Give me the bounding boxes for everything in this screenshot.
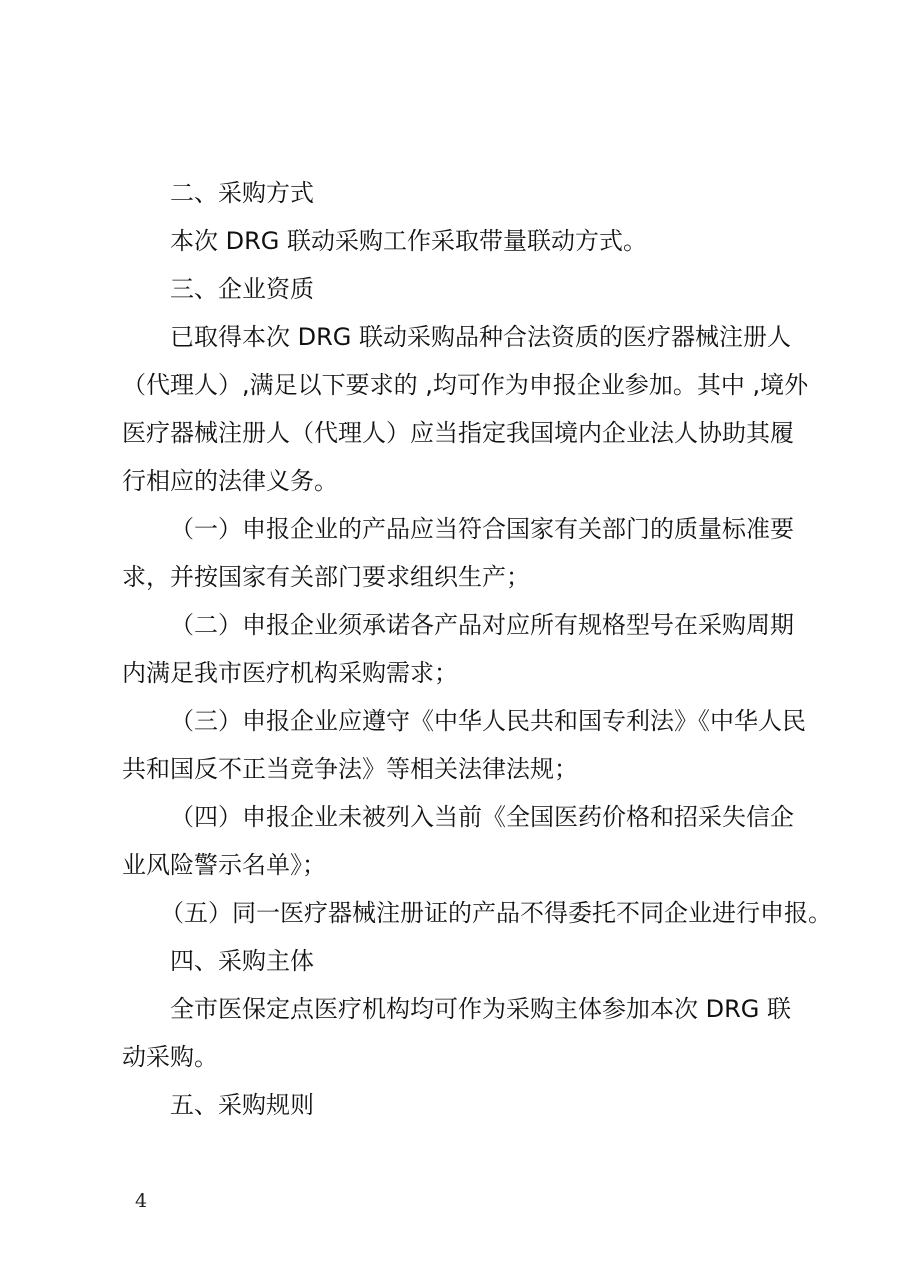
- paragraph-line: 已取得本次 DRG 联动采购品种合法资质的医疗器械注册人: [170, 323, 792, 351]
- heading-procurement-subject: 四、采购主体: [170, 947, 314, 975]
- paragraph-line: （代理人）,满足以下要求的 ,均可作为申报企业参加。其中 ,境外: [122, 371, 809, 399]
- list-item-3: （三）申报企业应遵守《中华人民共和国专利法》《中华人民: [170, 707, 806, 735]
- list-item-4: （四）申报企业未被列入当前《全国医药价格和招采失信企: [170, 803, 794, 831]
- paragraph-line: 本次 DRG 联动采购工作采取带量联动方式。: [170, 227, 648, 255]
- heading-procurement-method: 二、采购方式: [170, 179, 314, 207]
- list-item-5: （五）同一医疗器械注册证的产品不得委托不同企业进行申报。: [160, 899, 832, 927]
- heading-enterprise-qualification: 三、企业资质: [170, 275, 314, 303]
- paragraph-line: 医疗器械注册人（代理人）应当指定我国境内企业法人协助其履: [122, 419, 794, 447]
- list-item-2: （二）申报企业须承诺各产品对应所有规格型号在采购周期: [170, 611, 794, 639]
- heading-procurement-rules: 五、采购规则: [170, 1091, 314, 1119]
- page-number: 4: [135, 1190, 148, 1212]
- list-item-4-cont: 业风险警示名单》；: [122, 851, 326, 879]
- paragraph-line: 动采购。: [122, 1043, 218, 1071]
- list-item-2-cont: 内满足我市医疗机构采购需求；: [122, 659, 458, 687]
- paragraph-line: 全市医保定点医疗机构均可作为采购主体参加本次 DRG 联: [170, 995, 792, 1023]
- list-item-3-cont: 共和国反不正当竞争法》等相关法律法规；: [122, 755, 578, 783]
- list-item-1: （一）申报企业的产品应当符合国家有关部门的质量标准要: [170, 515, 794, 543]
- list-item-1-cont: 求，并按国家有关部门要求组织生产；: [122, 563, 530, 591]
- paragraph-line: 行相应的法律义务。: [122, 467, 338, 495]
